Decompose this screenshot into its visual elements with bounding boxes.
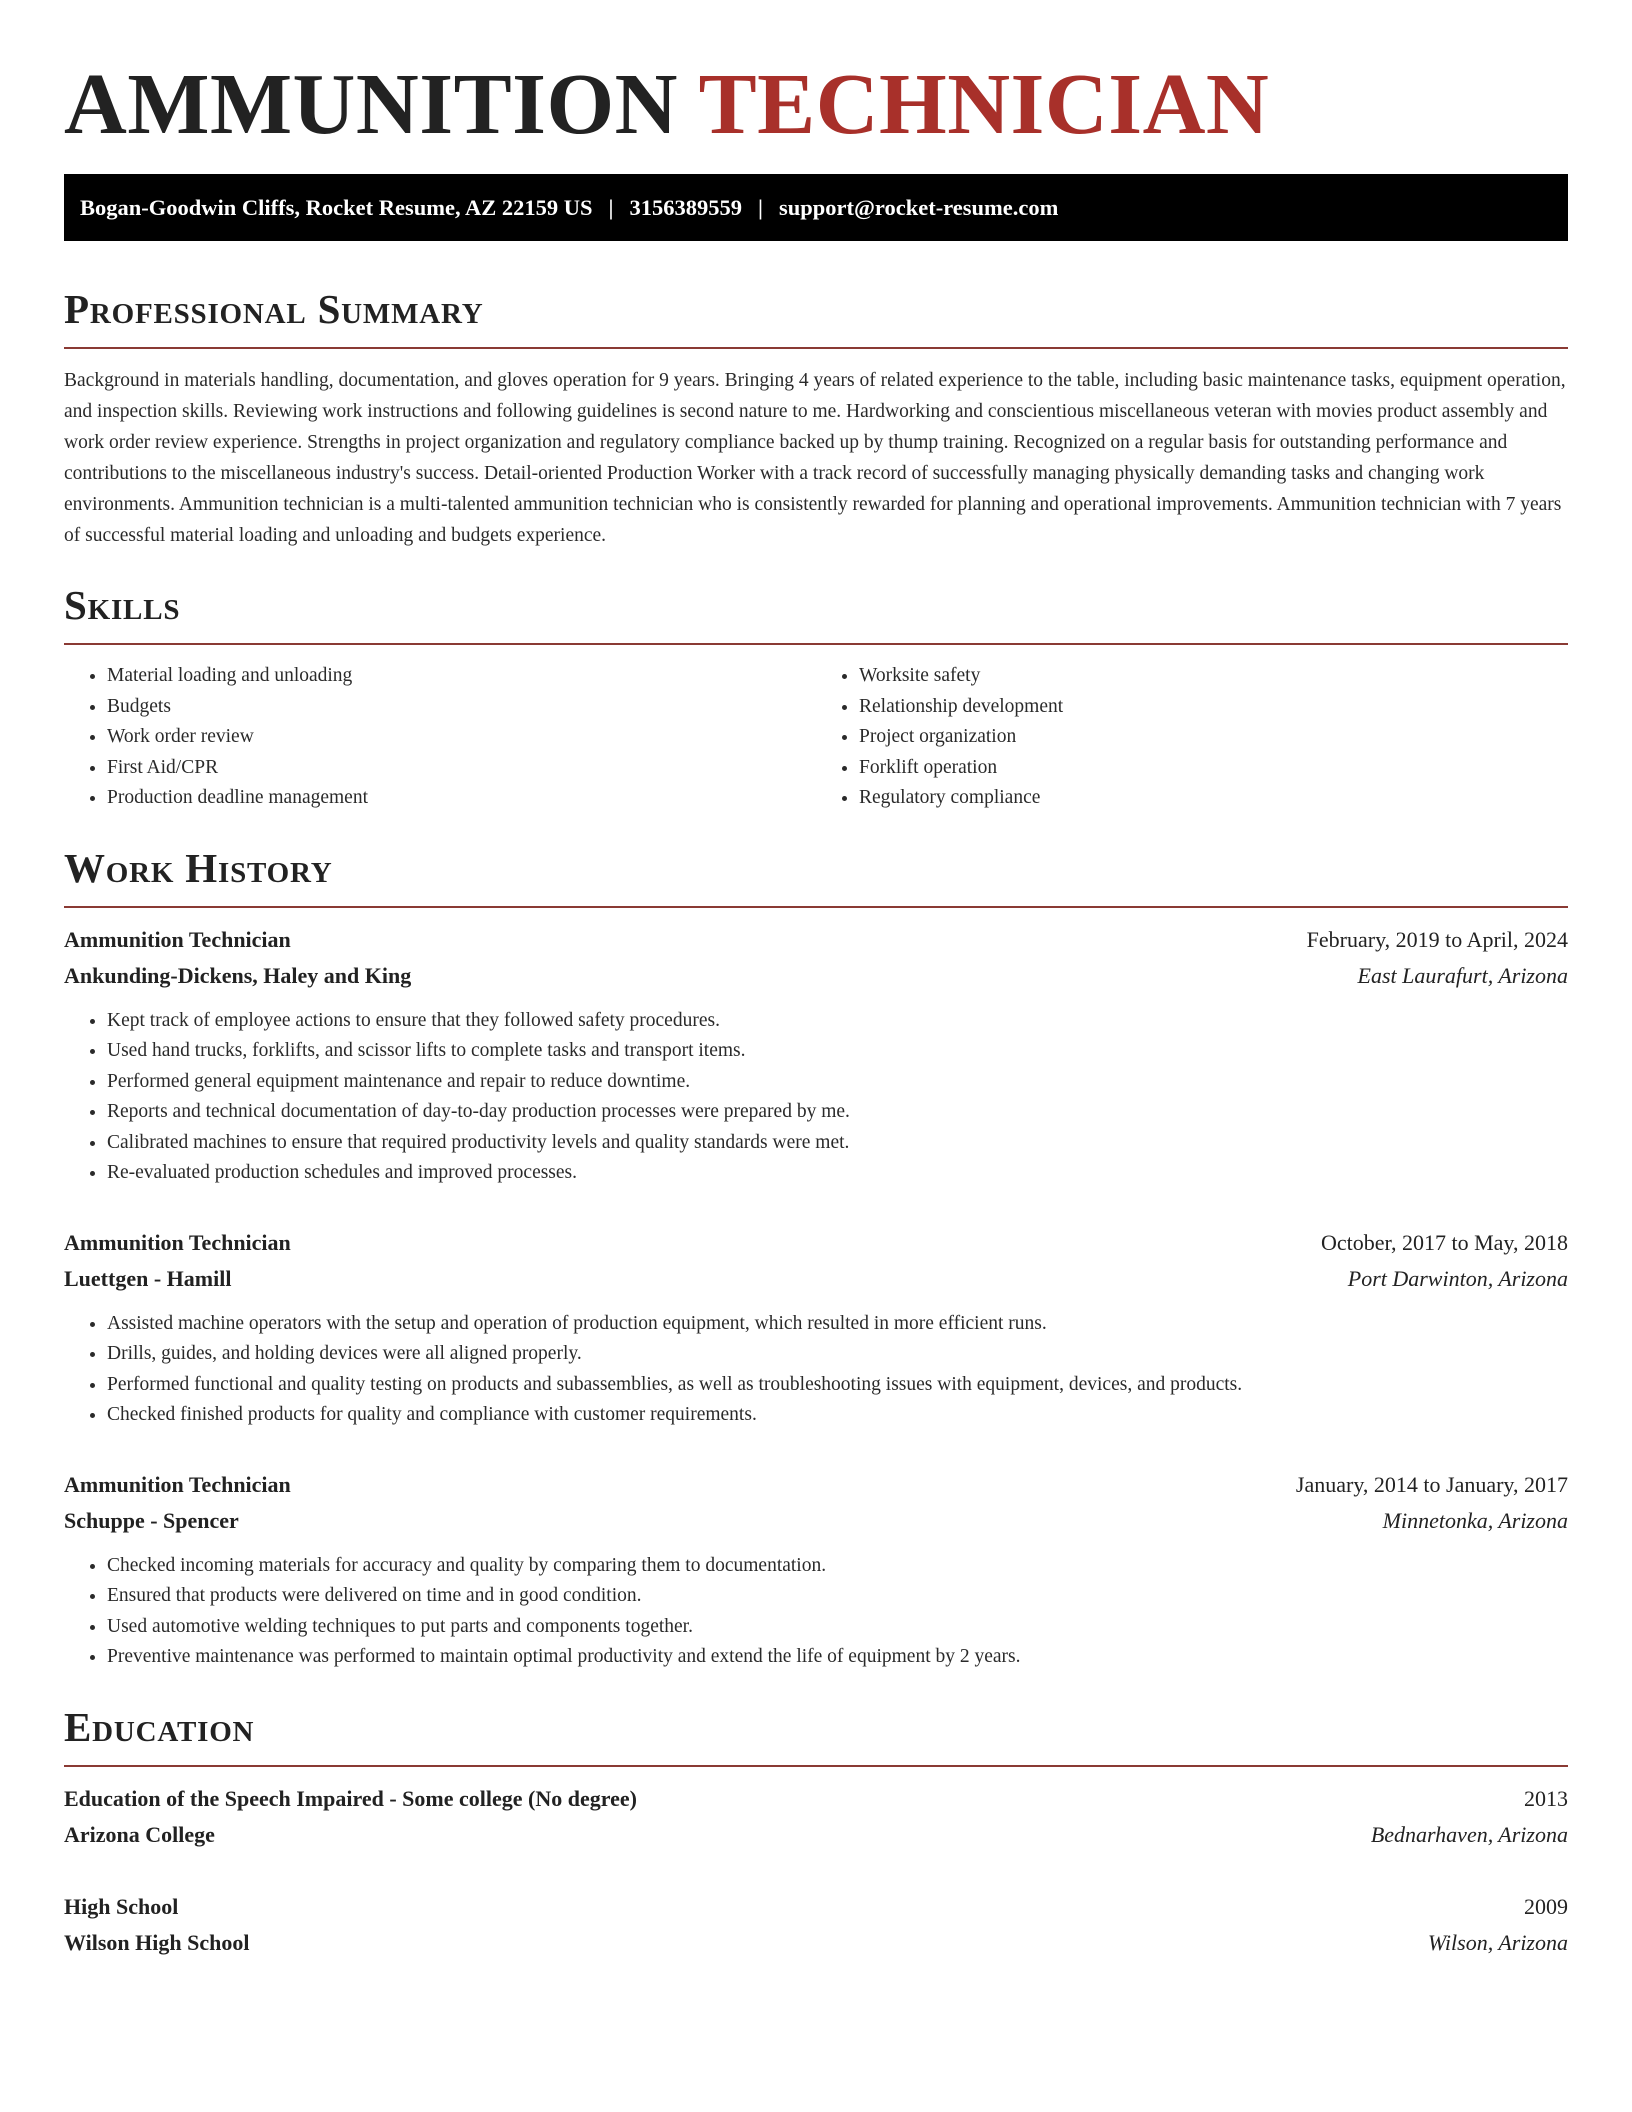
- contact-separator: |: [608, 194, 614, 220]
- skill-item: • Worksite safety: [859, 661, 1568, 692]
- summary-text: Background in materials handling, documentation, and gloves operation for 9 years. Bringing 4 years of related experience to the table, including basic maintenance tasks, equipment operation, and inspection skills. Reviewing work instructions and following guidelines is second nature to me. Hardworking and conscientious miscellaneous veteran with movies product assembly and work order review experience. Strengths in project organization and regulatory compliance backed up by thump training. Recognized on a regular basis for outstanding performance and contributions to the miscellaneous industry's success. Detail-oriented Production Worker with a track record of successfully managing physically demanding tasks and changing work environments. Ammunition technician is a multi-talented ammunition technician who is consistently rewarded for planning and operational improvements. Ammunition technician with 7 years of successful material loading and unloading and budgets experience.: [64, 370, 1566, 546]
- education-school-row: [64, 1925, 1568, 1961]
- contact-phone: 3156389559: [629, 194, 742, 220]
- section-title-work-history: Work History: [64, 844, 333, 891]
- job-role: Ammunition Technician: [64, 1471, 291, 1497]
- job-header-row: [64, 1467, 1568, 1503]
- job-bullets: [64, 1006, 1568, 1189]
- education-school: Arizona College: [64, 1821, 215, 1847]
- section-divider: [64, 643, 1568, 645]
- job-location: Port Darwinton, Arizona: [1347, 1265, 1568, 1291]
- skill-item: • Project organization: [859, 722, 1568, 753]
- title-second-word: TECHNICIAN: [698, 55, 1270, 152]
- job-bullet: • Ensured that products were delivered on time and in good condition.: [107, 1581, 1568, 1612]
- job-bullet: • Performed general equipment maintenance and repair to reduce downtime.: [107, 1067, 1568, 1098]
- job-bullet: • Checked finished products for quality and compliance with customer requirements.: [107, 1400, 1568, 1431]
- job-dates: February, 2019 to April, 2024: [1306, 926, 1568, 952]
- job-company: Ankunding-Dickens, Haley and King: [64, 962, 412, 988]
- job-bullet: • Re-evaluated production schedules and improved processes.: [107, 1158, 1568, 1189]
- section-divider: [64, 347, 1568, 349]
- education-location: Bednarhaven, Arizona: [1370, 1821, 1568, 1847]
- job-bullet: • Used hand trucks, forklifts, and scissor lifts to complete tasks and transport items.: [107, 1036, 1568, 1067]
- contact-address: Bogan-Goodwin Cliffs, Rocket Resume, AZ 22159 US: [80, 194, 593, 220]
- job-bullet: • Kept track of employee actions to ensure that they followed safety procedures.: [107, 1006, 1568, 1037]
- skill-item: • Material loading and unloading: [107, 661, 816, 692]
- skills-list-right: [816, 661, 1568, 814]
- job-company-row: [64, 1261, 1568, 1297]
- job-bullet: • Preventive maintenance was performed to maintain optimal productivity and extend the life of equipment by 2 years.: [107, 1642, 1568, 1673]
- education-year: 2009: [1524, 1893, 1568, 1919]
- section-divider: [64, 906, 1568, 908]
- skills-list-left: [64, 661, 816, 814]
- contact-email: support@rocket-resume.com: [778, 194, 1059, 220]
- section-title-summary: Professional Summary: [64, 286, 484, 332]
- skill-item: • Relationship development: [859, 692, 1568, 723]
- job-bullet: • Drills, guides, and holding devices were all aligned properly.: [107, 1339, 1568, 1370]
- education-location: Wilson, Arizona: [1427, 1929, 1568, 1955]
- education-school-row: [64, 1817, 1568, 1853]
- job-location: East Laurafurt, Arizona: [1357, 962, 1568, 988]
- skills-columns: [64, 661, 1568, 814]
- job-bullet: • Checked incoming materials for accuracy and quality by comparing them to documentation.: [107, 1551, 1568, 1582]
- job-bullets: [64, 1309, 1568, 1431]
- work-history-section: [64, 844, 1568, 1673]
- job-role: Ammunition Technician: [64, 1229, 291, 1255]
- skill-item: • First Aid/CPR: [107, 753, 816, 784]
- education-year: 2013: [1524, 1785, 1568, 1811]
- title-first-word: AMMUNITION: [64, 55, 678, 152]
- job-company-row: [64, 1503, 1568, 1539]
- skill-item: • Forklift operation: [859, 753, 1568, 784]
- education-section: [64, 1703, 1568, 1961]
- job-header-row: [64, 1225, 1568, 1261]
- section-title-education: Education: [64, 1703, 255, 1750]
- job-header-row: [64, 922, 1568, 958]
- education-degree: High School: [64, 1893, 179, 1919]
- section-title-skills: Skills: [64, 582, 181, 628]
- job-bullet: • Used automotive welding techniques to put parts and components together.: [107, 1612, 1568, 1643]
- job-company: Schuppe - Spencer: [64, 1507, 239, 1533]
- job-bullets: [64, 1551, 1568, 1673]
- contact-bar: [64, 174, 1568, 241]
- skills-section: [64, 581, 1568, 814]
- education-degree: Education of the Speech Impaired - Some college (No degree): [64, 1785, 637, 1811]
- education-header-row: [64, 1889, 1568, 1925]
- job-bullet: • Calibrated machines to ensure that required productivity levels and quality standards were met.: [107, 1128, 1568, 1159]
- skill-item: • Production deadline management: [107, 783, 816, 814]
- job-entry: [64, 922, 1568, 1189]
- job-role: Ammunition Technician: [64, 926, 291, 952]
- education-entry: [64, 1781, 1568, 1853]
- job-company-row: [64, 958, 1568, 994]
- job-bullet: • Reports and technical documentation of day-to-day production processes were prepared by me.: [107, 1097, 1568, 1128]
- summary-section: [64, 285, 1568, 551]
- resume-title: [64, 56, 1568, 150]
- education-entry: [64, 1889, 1568, 1961]
- job-company: Luettgen - Hamill: [64, 1265, 232, 1291]
- job-bullet: • Performed functional and quality testing on products and subassemblies, as well as troubleshooting issues with equipment, devices, and products.: [107, 1370, 1568, 1401]
- job-location: Minnetonka, Arizona: [1382, 1507, 1568, 1533]
- job-entry: [64, 1467, 1568, 1673]
- skill-item: • Regulatory compliance: [859, 783, 1568, 814]
- contact-separator: |: [758, 194, 763, 220]
- skill-item: • Work order review: [107, 722, 816, 753]
- job-entry: [64, 1225, 1568, 1431]
- job-dates: January, 2014 to January, 2017: [1295, 1471, 1568, 1497]
- job-dates: October, 2017 to May, 2018: [1321, 1229, 1568, 1255]
- skill-item: • Budgets: [107, 692, 816, 723]
- education-header-row: [64, 1781, 1568, 1817]
- education-school: Wilson High School: [64, 1929, 250, 1955]
- job-bullet: • Assisted machine operators with the setup and operation of production equipment, which resulted in more efficient runs.: [107, 1309, 1568, 1340]
- section-divider: [64, 1765, 1568, 1767]
